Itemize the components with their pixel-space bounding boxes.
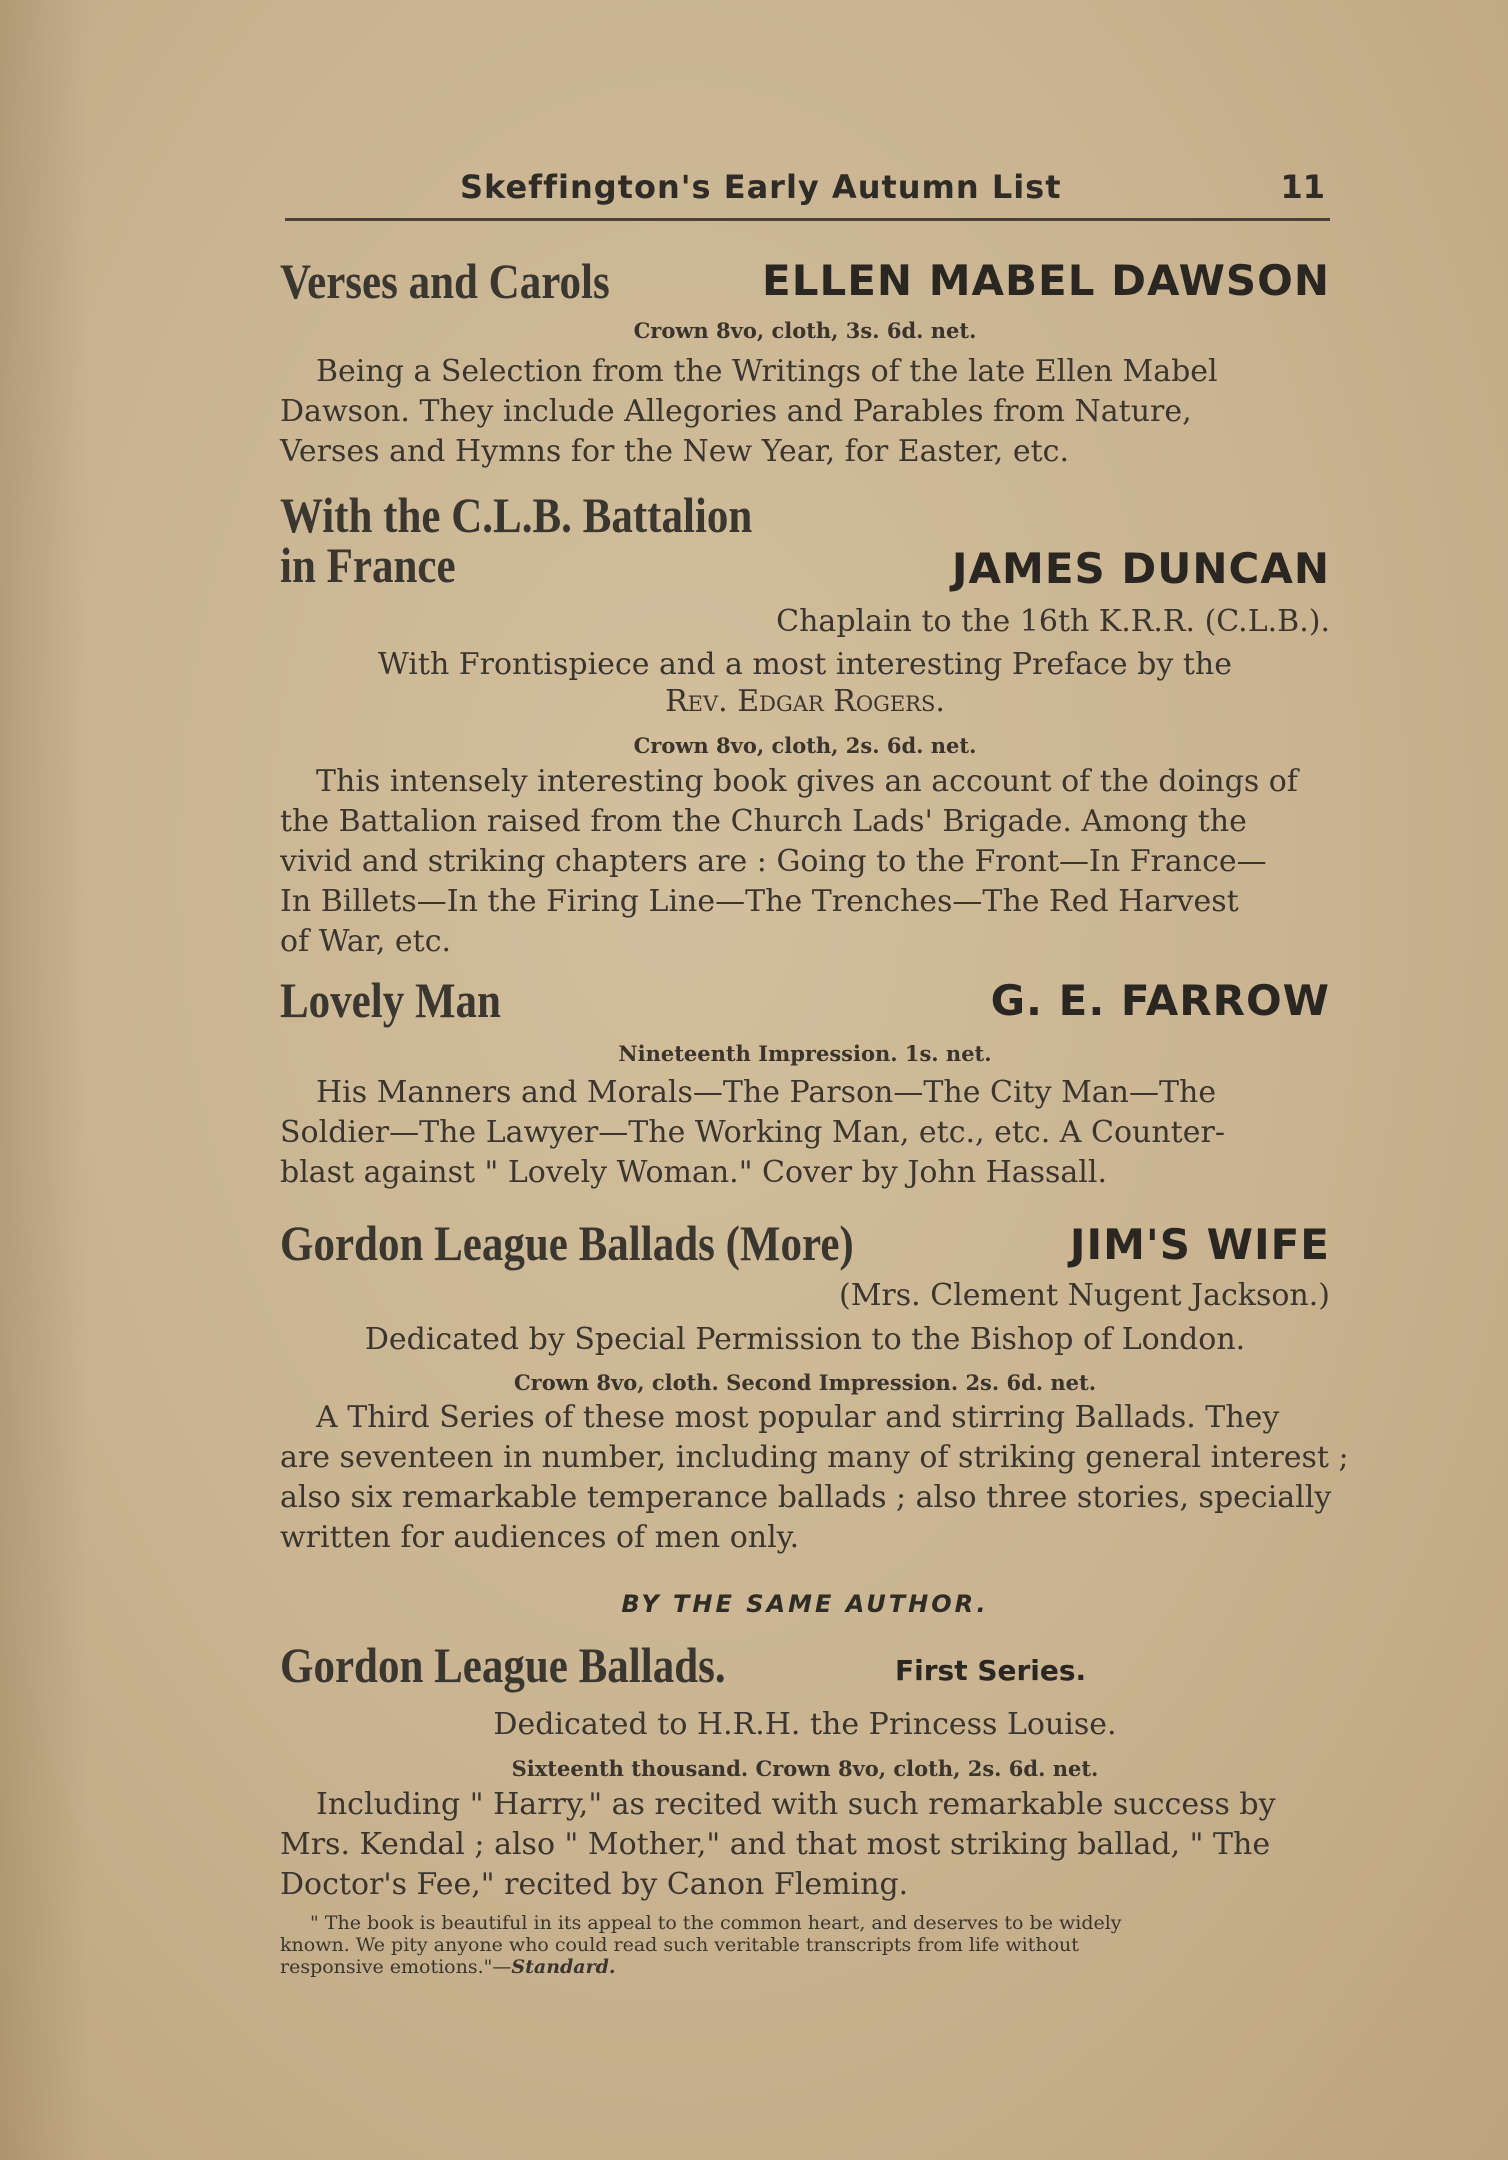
quote-text: responsive emotions."— xyxy=(280,1956,512,1978)
book-title-continued: in France xyxy=(280,537,456,593)
format-price: Crown 8vo, cloth, 3s. 6d. net. xyxy=(633,318,977,343)
description-line: His Manners and Morals—The Parson—The City Man—The xyxy=(316,1075,1217,1110)
dedication: Dedicated to H.R.H. the Princess Louise. xyxy=(493,1707,1117,1742)
description xyxy=(280,1785,1276,1905)
book-author: G. E. FARROW xyxy=(990,976,1330,1025)
format-price: Nineteenth Impression. 1s. net. xyxy=(618,1041,992,1066)
description-line: Doctor's Fee," recited by Canon Fleming. xyxy=(280,1867,909,1902)
book-author: JIM'S WIFE xyxy=(1069,1220,1330,1269)
description-line: also six remarkable temperance ballads ; also three stories, specially xyxy=(280,1480,1332,1515)
description-line: In Billets—In the Firing Line—The Trenches—The Red Harvest xyxy=(280,884,1239,919)
description-line: Including " Harry," as recited with such remarkable success by xyxy=(316,1787,1276,1822)
book-title: Gordon League Ballads (More) xyxy=(280,1215,854,1271)
quote-line: " The book is beautiful in its appeal to the common heart, and deserves to be widely xyxy=(310,1912,1122,1934)
preface-note: With Frontispiece and a most interesting Preface by the xyxy=(377,647,1233,682)
header-rule xyxy=(285,218,1330,221)
description-line: the Battalion raised from the Church Lads' Brigade. Among the xyxy=(280,804,1247,839)
quote-line: known. We pity anyone who could read such veritable transcripts from life without xyxy=(280,1934,1079,1956)
author-note: Chaplain to the 16th K.R.R. (C.L.B.). xyxy=(776,604,1330,639)
book-title: Verses and Carols xyxy=(280,253,610,309)
description-line: Verses and Hymns for the New Year, for Easter, etc. xyxy=(280,434,1070,469)
description-line: are seventeen in number, including many of striking general interest ; xyxy=(280,1440,1349,1475)
dedication: Dedicated by Special Permission to the Bishop of London. xyxy=(364,1322,1246,1357)
description-line: Mrs. Kendal ; also " Mother," and that most striking ballad, " The xyxy=(280,1827,1271,1862)
book-title: With the C.L.B. Battalion xyxy=(280,487,753,543)
format-price: Sixteenth thousand. Crown 8vo, cloth, 2s. 6d. net. xyxy=(511,1756,1099,1781)
review-quote xyxy=(280,1912,1122,1978)
book-title: Lovely Man xyxy=(280,972,501,1028)
book-title: Gordon League Ballads. xyxy=(280,1637,726,1693)
description-line: vivid and striking chapters are : Going to the Front—In France— xyxy=(280,844,1267,879)
running-head xyxy=(280,168,1330,218)
book-author: JAMES DUNCAN xyxy=(951,544,1330,593)
quote-line xyxy=(280,1956,1122,1978)
format-price: Crown 8vo, cloth. Second Impression. 2s. 6d. net. xyxy=(513,1370,1097,1395)
description-line: Soldier—The Lawyer—The Working Man, etc., etc. A Counter- xyxy=(280,1115,1225,1150)
description-line: Being a Selection from the Writings of the late Ellen Mabel xyxy=(316,354,1218,389)
description xyxy=(280,1398,1349,1558)
preface-author: Rev. Edgar Rogers. xyxy=(665,684,945,719)
by-same-author-heading: BY THE SAME AUTHOR. xyxy=(621,1590,989,1618)
running-title: Skeffington's Early Autumn List xyxy=(460,168,1062,206)
description-line: blast against " Lovely Woman." Cover by John Hassall. xyxy=(280,1155,1108,1190)
description-line: of War, etc. xyxy=(280,924,452,959)
description-line: A Third Series of these most popular and stirring Ballads. They xyxy=(316,1400,1280,1435)
description xyxy=(280,762,1298,962)
book-author: ELLEN MABEL DAWSON xyxy=(762,256,1330,305)
description xyxy=(280,1073,1225,1193)
author-note: (Mrs. Clement Nugent Jackson.) xyxy=(838,1278,1330,1313)
quote-source: Standard. xyxy=(511,1956,616,1978)
description-line: This intensely interesting book gives an account of the doings of xyxy=(316,764,1298,799)
format-price: Crown 8vo, cloth, 2s. 6d. net. xyxy=(633,733,977,758)
series-label: First Series. xyxy=(895,1654,1087,1687)
description-line: written for audiences of men only. xyxy=(280,1520,800,1555)
description xyxy=(280,352,1218,472)
description-line: Dawson. They include Allegories and Parables from Nature, xyxy=(280,394,1192,429)
page-number: 11 xyxy=(1280,168,1325,206)
